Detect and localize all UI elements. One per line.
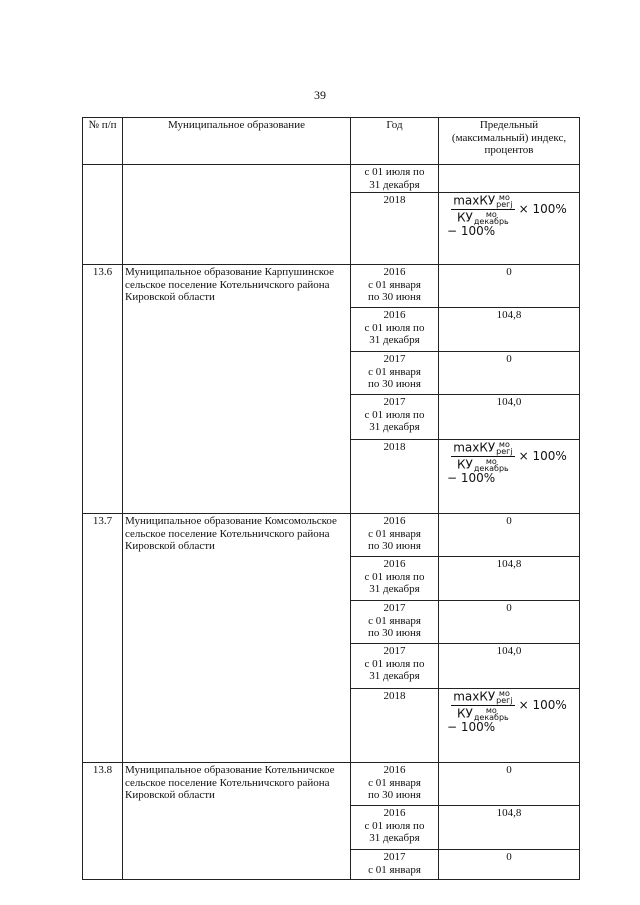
index-value-cell: 0: [439, 352, 580, 395]
index-value-cell: 104,8: [439, 806, 580, 850]
formula-sup: мо: [498, 440, 510, 449]
formula-sub: декабрь: [473, 464, 509, 473]
index-value-cell: [439, 165, 580, 193]
formula-sup: мо: [485, 706, 497, 715]
period-line: 31 декабря: [369, 334, 420, 346]
year-cell: [351, 265, 439, 308]
index-value-cell: 104,8: [439, 557, 580, 601]
period-line: с 01 января: [368, 527, 421, 540]
formula-minus: − 100%: [447, 471, 496, 485]
formula-sup: мо: [485, 457, 497, 466]
year-value: 2016: [383, 266, 406, 278]
year-cell: 2018: [351, 193, 439, 265]
municipality-name: Муниципальное образование Котельничское сельское поселение Котельничского района Кировской области: [123, 763, 351, 880]
period-line: по 30 июня: [368, 378, 421, 390]
index-value-cell: 0: [439, 514, 580, 557]
year-cell: [351, 395, 439, 440]
header-year: Год: [351, 118, 439, 165]
table-row: [83, 514, 580, 557]
period-line: с 01 июля по: [364, 657, 425, 670]
index-value-cell: 0: [439, 763, 580, 806]
index-value-cell: 104,0: [439, 644, 580, 689]
formula-times: × 100%: [518, 449, 567, 464]
formula-ku: КУ: [457, 457, 473, 472]
period-line: с 01 января: [368, 614, 421, 627]
period-line: 31 декабря: [369, 421, 420, 433]
period-line: с 01 июля по: [364, 570, 425, 583]
year-cell: [351, 644, 439, 689]
year-value: 2016: [383, 515, 406, 527]
period-line: с 01 января: [368, 365, 421, 378]
index-value-cell: 0: [439, 601, 580, 644]
formula-cell: [439, 689, 580, 763]
page-number: 39: [314, 88, 326, 102]
formula-minus: − 100%: [447, 720, 496, 734]
formula-sub: регj: [496, 447, 513, 456]
year-value: 2016: [383, 807, 406, 819]
row-number: 13.6: [83, 265, 123, 514]
period-line: 31 декабря: [369, 583, 420, 595]
formula-cell: [439, 193, 580, 265]
period-line: с 01 июля по: [364, 166, 425, 178]
formula-sup: мо: [498, 193, 510, 202]
formula-sup: мо: [485, 210, 497, 219]
header-municipality: Муниципальное образование: [123, 118, 351, 165]
index-value-cell: 104,8: [439, 308, 580, 352]
period-line: 31 декабря: [369, 832, 420, 844]
header-num: № п/п: [83, 118, 123, 165]
formula-ku: КУ: [457, 210, 473, 225]
index-table: [82, 117, 580, 880]
table-row: [83, 165, 580, 193]
period-line: с 01 июля по: [364, 819, 425, 832]
year-value: 2016: [383, 558, 406, 570]
year-value: 2016: [383, 309, 406, 321]
formula-times: × 100%: [518, 202, 567, 217]
year-cell: [351, 850, 439, 880]
index-formula: [451, 690, 567, 721]
row-number: 13.8: [83, 763, 123, 880]
index-formula: [451, 194, 567, 225]
year-cell: [351, 806, 439, 850]
index-formula: [451, 441, 567, 472]
formula-cell: [439, 440, 580, 514]
year-cell: [351, 352, 439, 395]
formula-max-ku: maxКУ: [453, 440, 496, 455]
year-cell: 2018: [351, 689, 439, 763]
formula-sup: мо: [498, 689, 510, 698]
year-value: 2016: [383, 764, 406, 776]
period-line: по 30 июня: [368, 540, 421, 552]
year-cell: [351, 514, 439, 557]
year-value: 2017: [383, 396, 406, 408]
municipality-name: Муниципальное образование Карпушинское сельское поселение Котельничского района Кировской области: [123, 265, 351, 514]
formula-sub: декабрь: [473, 713, 509, 722]
period-line: с 01 июля по: [364, 408, 425, 421]
index-value-cell: 104,0: [439, 395, 580, 440]
year-cell: [351, 601, 439, 644]
table-header-row: [83, 118, 580, 165]
period-line: по 30 июня: [368, 291, 421, 303]
formula-times: × 100%: [518, 698, 567, 713]
formula-sub: регj: [496, 696, 513, 705]
row-number: 13.7: [83, 514, 123, 763]
municipality-name: Муниципальное образование Комсомольское сельское поселение Котельничского района Кировской области: [123, 514, 351, 763]
period-line: с 01 января: [368, 278, 421, 291]
period-line: с 01 июля по: [364, 321, 425, 334]
year-value: 2017: [383, 851, 406, 863]
formula-ku: КУ: [457, 706, 473, 721]
year-cell: 2018: [351, 440, 439, 514]
formula-max-ku: maxКУ: [453, 193, 496, 208]
year-cell: [351, 763, 439, 806]
period-line: с 01 января: [368, 776, 421, 789]
period-line: с 01 января: [368, 863, 421, 876]
period-line: по 30 июня: [368, 627, 421, 639]
year-cell: [351, 557, 439, 601]
formula-max-ku: maxКУ: [453, 689, 496, 704]
year-value: 2017: [383, 602, 406, 614]
index-value-cell: 0: [439, 265, 580, 308]
table-row: [83, 265, 580, 308]
index-value-cell: 0: [439, 850, 580, 880]
period-line: 31 декабря: [369, 178, 420, 191]
period-line: по 30 июня: [368, 789, 421, 801]
year-cell: [351, 165, 439, 193]
formula-sub: регj: [496, 200, 513, 209]
header-index: Предельный (максимальный) индекс, процентов: [439, 118, 580, 165]
formula-sub: декабрь: [473, 217, 509, 226]
year-value: 2017: [383, 645, 406, 657]
formula-minus: − 100%: [447, 224, 496, 238]
continuation-num-cell: [83, 165, 123, 265]
year-value: 2017: [383, 353, 406, 365]
period-line: 31 декабря: [369, 670, 420, 682]
table-row: [83, 763, 580, 806]
continuation-municipality-cell: [123, 165, 351, 265]
year-cell: [351, 308, 439, 352]
